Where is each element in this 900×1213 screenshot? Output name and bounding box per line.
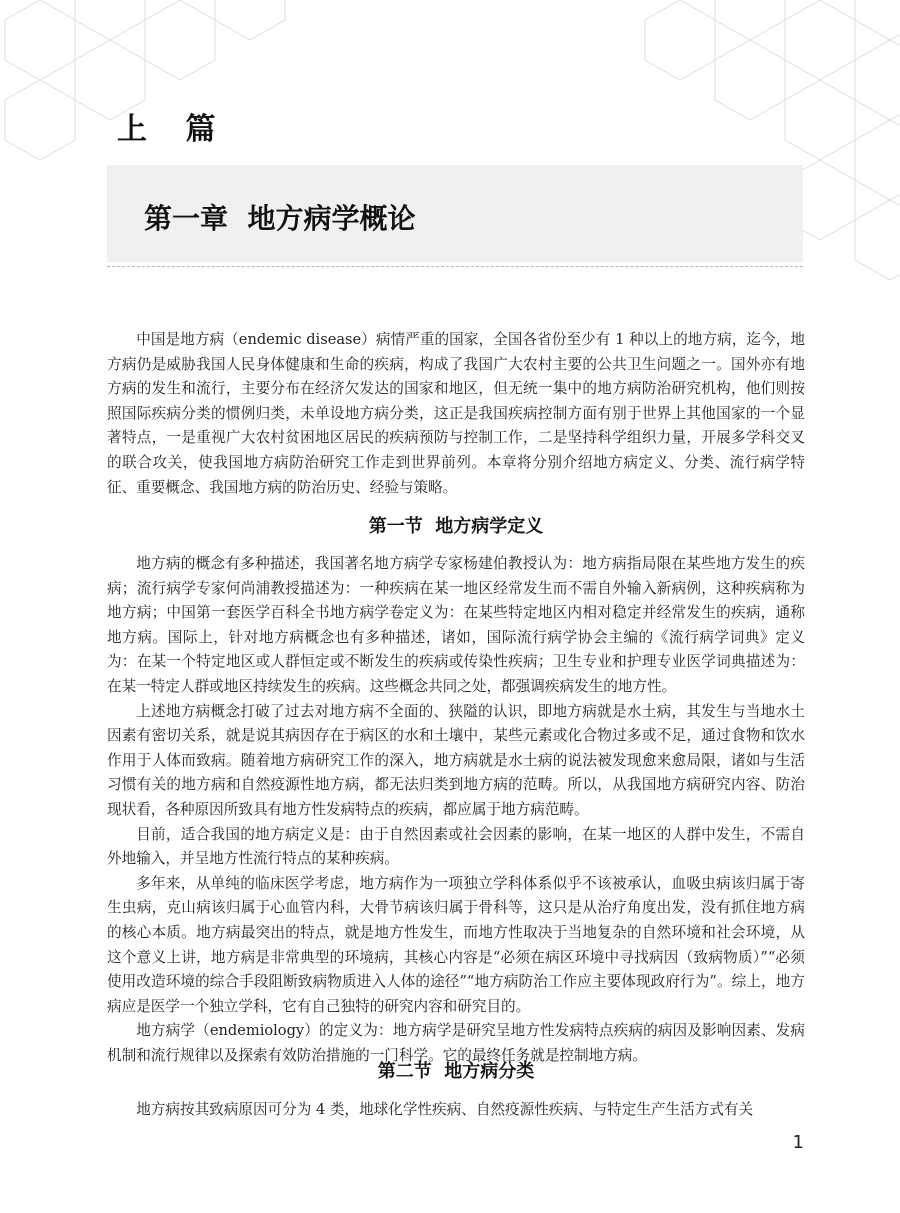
- page-number: 1: [792, 1132, 804, 1153]
- section-heading: 第一节 地方病学定义: [368, 516, 544, 537]
- paragraph: 地方病按其致病原因可分为 4 类，地球化学性疾病、自然疫源性疾病、与特定生产生活方式有关: [136, 1101, 754, 1118]
- section-1-body: [107, 552, 805, 1068]
- dashed-divider: [107, 266, 803, 267]
- paragraph: 中国是地方病（endemic disease）病情严重的国家，全国各省份至少有 1 种以上的地方病，迄今，地方病仍是威胁我国人民身体健康和生命的疾病，构成了我国广大农村主要的公共卫生问题之一。国外亦有地方病的发生和流行，主要分布在经济欠发达的国家和地区，但无统一集中的地方病防治研究机构，他们则按照国际疾病分类的惯例归类，未单设地方病分类，这正是我国疾病控制方面有别于世界上其他国家的一个显著特点，一是重视广大农村贫困地区居民的疾病预防与控制工作，二是坚持科学组织力量，开展多学科交叉的联合攻关，使我国地方病防治研究工作走到世界前列。本章将分别介绍地方病定义、分类、流行病学特征、重要概念、我国地方病的防治历史、经验与策略。: [107, 331, 805, 496]
- part-title: 上 篇: [117, 112, 230, 147]
- paragraph: 上述地方病概念打破了过去对地方病不全面的、狭隘的认识，即地方病就是水土病，其发生与当地水土因素有密切关系，就是说其病因存在于病区的水和土壤中，某些元素或化合物过多或不足，通过食物和饮水作用于人体而致病。随着地方病研究工作的深入，地方病就是水土病的说法被发现愈来愈局限，诸如与生活习惯有关的地方病和自然疫源性地方病，都无法归类到地方病的范畴。所以，从我国地方病研究内容、防治现状看，各种原因所致具有地方性发病特点的疾病，都应属于地方病范畴。: [107, 702, 805, 818]
- intro-text: [107, 328, 805, 500]
- section-heading: 第二节 地方病分类: [377, 1061, 535, 1082]
- paragraph: 地方病的概念有多种描述，我国著名地方病学专家杨建伯教授认为：地方病指局限在某些地方发生的疾病；流行病学专家何尚浦教授描述为：一种疾病在某一地区经常发生而不需自外输入新病例，这种疾病称为地方病；中国第一套医学百科全书地方病学卷定义为：在某些特定地区内相对稳定并经常发生的疾病，通称地方病。国际上，针对地方病概念也有多种描述，诸如，国际流行病学协会主编的《流行病学词典》定义为：在某一个特定地区或人群恒定或不断发生的疾病或传染性疾病；卫生专业和护理专业医学词典描述为：在某一特定人群或地区持续发生的疾病。这些概念共同之处，都强调疾病发生的地方性。: [107, 555, 805, 695]
- chapter-title: 第一章 地方病学概论: [144, 202, 416, 235]
- section-2-body: [107, 1098, 805, 1123]
- paragraph: 多年来，从单纯的临床医学考虑，地方病作为一项独立学科体系似乎不该被承认，血吸虫病该归属于寄生虫病，克山病该归属于心血管内科，大骨节病该归属于骨科等，这只是从治疗角度出发，没有抓住地方病的核心本质。地方病最突出的特点，就是地方性发生，而地方性取决于当地复杂的自然环境和社会环境，从这个意义上讲，地方病是非常典型的环境病，其核心内容是“必须在病区环境中寻找病因（致病物质）”“必须使用改造环境的综合手段阻断致病物质进入人体的途径”“地方病防治工作应主要体现政府行为”。综上，地方病应是医学一个独立学科，它有自己独特的研究内容和研究目的。: [107, 874, 805, 1015]
- paragraph: 地方病学（endemiology）的定义为：地方病学是研究呈地方性发病特点疾病的病因及影响因素、发病机制和流行规律以及探索有效防治措施的一门科学。它的最终任务就是控制地方病。: [107, 1022, 805, 1064]
- paragraph: 目前，适合我国的地方病定义是：由于自然因素或社会因素的影响，在某一地区的人群中发生，不需自外地输入，并呈地方性流行特点的某种疾病。: [107, 825, 805, 868]
